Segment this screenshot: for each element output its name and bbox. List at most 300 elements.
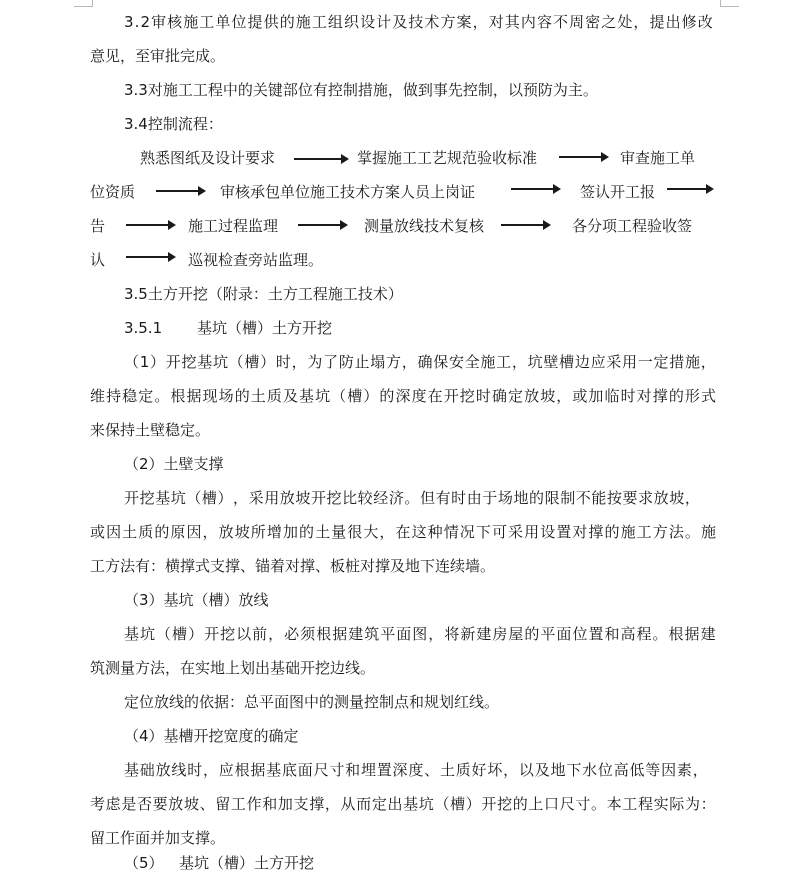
flow-step-8: 各分项工程验收签 <box>572 217 693 235</box>
glyph: 以 <box>236 625 252 643</box>
glyph: 的 <box>154 523 170 541</box>
paragraph-3-3: 3.3对施工工程中的关键部位有控制措施，做到事先控制，以预防为主。 <box>124 81 598 99</box>
glyph: 尺 <box>313 761 329 779</box>
flow-arrow-icon <box>559 156 602 158</box>
glyph: 程 <box>637 795 653 813</box>
glyph: 须 <box>300 625 316 643</box>
glyph: 际 <box>669 795 685 813</box>
glyph: 挖 <box>220 625 236 643</box>
glyph: 所 <box>250 523 266 541</box>
glyph: 供 <box>263 13 279 31</box>
glyph: 边 <box>574 353 590 371</box>
glyph: 术 <box>424 13 440 31</box>
flow-arrow-icon <box>511 188 554 190</box>
glyph: 坡 <box>183 795 199 813</box>
glyph: ， <box>233 489 249 507</box>
glyph: 槽 <box>244 353 260 371</box>
glyph: 因 <box>661 761 677 779</box>
flow-arrow-icon <box>667 188 707 190</box>
glyph: 度 <box>411 387 427 405</box>
glyph: 素 <box>676 761 692 779</box>
glyph: 案 <box>456 13 472 31</box>
glyph: 开 <box>165 353 181 371</box>
glyph: 高 <box>620 625 636 643</box>
glyph: 土 <box>315 523 331 541</box>
glyph: 、 <box>199 795 215 813</box>
glyph: 的 <box>279 13 295 31</box>
glyph: 在 <box>427 387 443 405</box>
text <box>90 522 716 542</box>
glyph: 周 <box>569 13 585 31</box>
glyph: ， <box>511 353 527 371</box>
glyph: 制 <box>560 489 576 507</box>
glyph: 容 <box>536 13 552 31</box>
glyph: 有 <box>435 489 451 507</box>
glyph: 。 <box>591 795 607 813</box>
glyph: 对 <box>572 523 588 541</box>
glyph: 施 <box>620 523 636 541</box>
glyph: 保 <box>433 353 449 371</box>
glyph: 增 <box>266 523 282 541</box>
glyph: 基 <box>124 761 140 779</box>
glyph: 坑 <box>527 353 543 371</box>
glyph: 质 <box>138 523 154 541</box>
glyph: 不 <box>575 489 591 507</box>
glyph: 量 <box>331 523 347 541</box>
glyph: 的 <box>379 387 395 405</box>
glyph: 平 <box>540 625 556 643</box>
glyph: ） <box>217 489 233 507</box>
glyph: 平 <box>380 625 396 643</box>
glyph: 。 <box>684 523 700 541</box>
glyph: 全 <box>464 353 480 371</box>
glyph: 前 <box>252 625 268 643</box>
flow-step-7: 测量放线技术复核 <box>364 217 485 235</box>
glyph: 工 <box>311 13 327 31</box>
paragraph-1-line-3: 来保持土壁稳定。 <box>90 421 211 439</box>
glyph: 式 <box>700 387 716 405</box>
glyph: 否 <box>136 795 152 813</box>
glyph: 确 <box>491 387 507 405</box>
glyph: 位 <box>231 13 247 31</box>
glyph: 应 <box>218 761 234 779</box>
glyph: 单 <box>215 13 231 31</box>
glyph: 坑 <box>212 353 228 371</box>
glyph: 基 <box>266 761 282 779</box>
glyph: 屋 <box>508 625 524 643</box>
glyph: 坡 <box>234 523 250 541</box>
flow-arrow-icon <box>126 256 169 258</box>
glyph: 定 <box>508 387 524 405</box>
glyph: 设 <box>540 523 556 541</box>
glyph: 开 <box>310 489 326 507</box>
glyph: 坡 <box>295 489 311 507</box>
glyph: 采 <box>508 523 524 541</box>
glyph: （ <box>331 387 347 405</box>
glyph: 2 <box>140 13 150 31</box>
glyph: （ <box>228 353 244 371</box>
glyph: 安 <box>448 353 464 371</box>
glyph: 开 <box>443 387 459 405</box>
glyph: 施 <box>700 523 716 541</box>
glyph: 置 <box>376 761 392 779</box>
glyph: ， <box>700 353 716 371</box>
glyph: 根 <box>234 761 250 779</box>
glyph: 改 <box>697 13 713 31</box>
glyph: 1 <box>139 353 150 371</box>
glyph: 和 <box>345 761 361 779</box>
glyph: ， <box>202 523 218 541</box>
glyph: ） <box>363 387 379 405</box>
glyph: 止 <box>354 353 370 371</box>
glyph: 。 <box>652 625 668 643</box>
glyph: 情 <box>443 523 459 541</box>
glyph: 槽 <box>201 489 217 507</box>
heading-3-5-1-title: 基坑（槽）土方开挖 <box>197 319 333 337</box>
glyph: 或 <box>90 523 106 541</box>
glyph: 的 <box>512 795 528 813</box>
glyph: 措 <box>669 353 685 371</box>
glyph: 据 <box>250 761 266 779</box>
glyph: 施 <box>295 13 311 31</box>
paragraph-2-line-2 <box>90 522 716 542</box>
glyph: 要 <box>152 795 168 813</box>
glyph: 深 <box>392 761 408 779</box>
subheading-5-number: （5） <box>124 854 164 872</box>
glyph: ， <box>503 761 519 779</box>
glyph: 密 <box>585 13 601 31</box>
glyph: 或 <box>572 387 588 405</box>
glyph: 时 <box>620 387 636 405</box>
glyph: ， <box>472 13 488 31</box>
glyph: 采 <box>248 489 264 507</box>
glyph: ， <box>684 489 700 507</box>
glyph: 限 <box>544 489 560 507</box>
glyph: 槽 <box>172 625 188 643</box>
glyph: 建 <box>348 625 364 643</box>
glyph: 度 <box>408 761 424 779</box>
glyph: 撑 <box>588 523 604 541</box>
glyph: 经 <box>373 489 389 507</box>
glyph: ） <box>150 353 166 371</box>
glyph: 由 <box>466 489 482 507</box>
glyph: ， <box>633 13 649 31</box>
glyph: （ <box>124 353 140 371</box>
glyph: ： <box>700 795 716 813</box>
glyph: 时 <box>475 387 491 405</box>
glyph: 地 <box>513 489 529 507</box>
glyph: 开 <box>124 489 140 507</box>
glyph: 定 <box>138 387 154 405</box>
glyph: 放 <box>155 761 171 779</box>
glyph: 及 <box>534 761 550 779</box>
glyph: 其 <box>504 13 520 31</box>
glyph: ， <box>202 761 218 779</box>
glyph: 比 <box>342 489 358 507</box>
glyph: 坑 <box>140 625 156 643</box>
glyph: 据 <box>684 625 700 643</box>
flow-step-3-cont: 位资质 <box>90 183 136 201</box>
flow-arrow-icon <box>298 224 341 226</box>
glyph: 房 <box>492 625 508 643</box>
paragraph-1-line-1 <box>124 352 716 372</box>
glyph: 土 <box>439 761 455 779</box>
glyph: 下 <box>475 523 491 541</box>
glyph: 审 <box>151 13 167 31</box>
glyph: 底 <box>281 761 297 779</box>
glyph: 定 <box>653 353 669 371</box>
glyph: 作 <box>246 795 262 813</box>
glyph: 基 <box>155 489 171 507</box>
glyph: 但 <box>419 489 435 507</box>
glyph: 放 <box>168 795 184 813</box>
flow-step-8-cont: 认 <box>90 251 106 269</box>
glyph: 低 <box>629 761 645 779</box>
glyph: 出 <box>387 795 403 813</box>
glyph: 和 <box>262 795 278 813</box>
glyph: 这 <box>411 523 427 541</box>
glyph: 的 <box>668 387 684 405</box>
glyph: 放 <box>653 489 669 507</box>
subheading-5-title: 基坑（槽）土方开挖 <box>179 854 315 872</box>
flow-arrow-icon <box>126 224 169 226</box>
glyph: 。 <box>404 489 420 507</box>
glyph: 维 <box>90 387 106 405</box>
glyph: 一 <box>637 353 653 371</box>
glyph: 好 <box>471 761 487 779</box>
flow-arrow-icon <box>501 224 544 226</box>
glyph: 根 <box>668 625 684 643</box>
flow-step-5: 签认开工报 <box>580 183 656 201</box>
glyph: 置 <box>588 625 604 643</box>
glyph: 工 <box>199 13 215 31</box>
glyph: 考 <box>90 795 106 813</box>
glyph: 筑 <box>364 625 380 643</box>
glyph: 出 <box>665 13 681 31</box>
glyph: 用 <box>264 489 280 507</box>
glyph: （ <box>434 795 450 813</box>
glyph: 下 <box>566 761 582 779</box>
glyph: 图 <box>412 625 428 643</box>
glyph: 支 <box>293 795 309 813</box>
text <box>124 488 700 508</box>
glyph: 组 <box>327 13 343 31</box>
glyph: ） <box>465 795 481 813</box>
subheading-4: （4）基槽开挖宽度的确定 <box>124 727 299 745</box>
glyph: 况 <box>459 523 475 541</box>
glyph: 等 <box>645 761 661 779</box>
glyph: 施 <box>480 353 496 371</box>
glyph: 将 <box>444 625 460 643</box>
glyph: 的 <box>604 523 620 541</box>
glyph: 技 <box>408 13 424 31</box>
glyph: 法 <box>668 523 684 541</box>
glyph: ， <box>692 761 708 779</box>
subheading-3: （3）基坑（槽）放线 <box>124 591 269 609</box>
glyph: ， <box>324 795 340 813</box>
glyph: 定 <box>371 795 387 813</box>
glyph: 以 <box>518 761 534 779</box>
glyph: 挖 <box>139 489 155 507</box>
glyph: 置 <box>556 523 572 541</box>
paragraph-4-line-2 <box>90 794 716 814</box>
glyph: 放 <box>524 387 540 405</box>
paragraph-3-line-3: 定位放线的依据：总平面图中的测量控制点和规划红线。 <box>124 693 500 711</box>
glyph: 位 <box>597 761 613 779</box>
glyph: 在 <box>395 523 411 541</box>
paragraph-3-2-line-1 <box>124 12 713 32</box>
glyph: 了 <box>323 353 339 371</box>
glyph: 求 <box>638 489 654 507</box>
glyph: 实 <box>653 795 669 813</box>
glyph: （ <box>156 625 172 643</box>
glyph: 上 <box>528 795 544 813</box>
glyph: ， <box>268 625 284 643</box>
glyph: 放 <box>279 489 295 507</box>
flow-step-9: 巡视检查旁站监理。 <box>188 251 324 269</box>
glyph: 按 <box>606 489 622 507</box>
glyph: 提 <box>247 13 263 31</box>
glyph: 根 <box>316 625 332 643</box>
paragraph-4-line-3: 留工作面并加支撑。 <box>90 829 226 847</box>
glyph: 的 <box>234 387 250 405</box>
glyph: 形 <box>684 387 700 405</box>
heading-3-5: 3.5土方开挖（附录：土方工程施工技术） <box>124 285 403 303</box>
glyph: 基 <box>299 387 315 405</box>
glyph: ， <box>401 353 417 371</box>
paragraph-2-line-1 <box>124 488 700 508</box>
glyph: 加 <box>282 523 298 541</box>
glyph: 的 <box>299 523 315 541</box>
page-corner-mark <box>74 0 93 7</box>
glyph: 为 <box>307 353 323 371</box>
glyph: 撑 <box>652 387 668 405</box>
text <box>124 12 713 32</box>
glyph: 方 <box>652 523 668 541</box>
glyph: 种 <box>427 523 443 541</box>
glyph: 从 <box>340 795 356 813</box>
glyph: 坑 <box>315 387 331 405</box>
glyph: 因 <box>106 523 122 541</box>
glyph: 放 <box>218 523 234 541</box>
glyph: 的 <box>529 489 545 507</box>
glyph: 基 <box>197 353 213 371</box>
glyph: 提 <box>649 13 665 31</box>
flow-step-3: 审查施工单 <box>620 149 696 167</box>
glyph: 土 <box>122 523 138 541</box>
glyph: 时 <box>451 489 467 507</box>
glyph: 对 <box>488 13 504 31</box>
glyph: 临 <box>604 387 620 405</box>
glyph: 水 <box>582 761 598 779</box>
glyph: 位 <box>572 625 588 643</box>
glyph: 开 <box>481 795 497 813</box>
glyph: 场 <box>497 489 513 507</box>
glyph: 很 <box>347 523 363 541</box>
glyph: 稳 <box>122 387 138 405</box>
heading-3-5-1-number: 3.5.1 <box>124 319 163 337</box>
glyph: 对 <box>636 387 652 405</box>
paragraph-1-line-2 <box>90 386 716 406</box>
glyph: 线 <box>171 761 187 779</box>
glyph: 核 <box>167 13 183 31</box>
glyph: 计 <box>376 13 392 31</box>
glyph: 持 <box>106 387 122 405</box>
glyph: 尺 <box>559 795 575 813</box>
glyph: . <box>134 13 140 31</box>
glyph: 高 <box>613 761 629 779</box>
flow-step-1: 熟悉图纸及设计要求 <box>140 149 276 167</box>
glyph: 质 <box>455 761 471 779</box>
glyph: 方 <box>386 353 402 371</box>
glyph: 面 <box>396 625 412 643</box>
text <box>124 760 708 780</box>
glyph: 地 <box>550 761 566 779</box>
flow-arrow-icon <box>156 190 199 192</box>
flow-arrow-icon <box>294 158 342 160</box>
glyph: 原 <box>170 523 186 541</box>
glyph: 要 <box>622 489 638 507</box>
glyph: ， <box>379 523 395 541</box>
paragraph-4-line-1 <box>124 760 708 780</box>
glyph: 为 <box>684 795 700 813</box>
glyph: 可 <box>491 523 507 541</box>
glyph: 确 <box>417 353 433 371</box>
glyph: 挖 <box>326 489 342 507</box>
glyph: 、 <box>424 761 440 779</box>
glyph: 塌 <box>370 353 386 371</box>
glyph: 工 <box>636 523 652 541</box>
glyph: 撑 <box>309 795 325 813</box>
glyph: 是 <box>121 795 137 813</box>
glyph: 加 <box>588 387 604 405</box>
glyph: 本 <box>606 795 622 813</box>
paragraph-3-line-1 <box>124 624 716 644</box>
glyph: 留 <box>215 795 231 813</box>
glyph: ， <box>556 387 572 405</box>
glyph: 设 <box>360 13 376 31</box>
glyph: 质 <box>266 387 282 405</box>
glyph: 据 <box>332 625 348 643</box>
glyph: 坏 <box>487 761 503 779</box>
glyph: 建 <box>476 625 492 643</box>
glyph: 口 <box>544 795 560 813</box>
glyph: 新 <box>460 625 476 643</box>
glyph: 壁 <box>543 353 559 371</box>
glyph: 修 <box>681 13 697 31</box>
glyph: 用 <box>524 523 540 541</box>
glyph: 挖 <box>181 353 197 371</box>
glyph: 施 <box>684 353 700 371</box>
glyph: 大 <box>363 523 379 541</box>
glyph: 能 <box>591 489 607 507</box>
glyph: 工 <box>622 795 638 813</box>
page-corner-mark <box>720 0 739 7</box>
glyph: 施 <box>183 13 199 31</box>
text <box>124 352 716 372</box>
glyph: 应 <box>590 353 606 371</box>
flow-step-4: 审核承包单位施工技术方案人员上岗证 <box>220 183 476 201</box>
glyph: 时 <box>187 761 203 779</box>
glyph: 槽 <box>450 795 466 813</box>
glyph: 坑 <box>170 489 186 507</box>
subheading-2: （2）土壁支撑 <box>124 455 224 473</box>
glyph: 工 <box>496 353 512 371</box>
glyph: 时 <box>275 353 291 371</box>
paragraph-3-2-line-2: 意见，至审批完成。 <box>90 47 226 65</box>
glyph: 建 <box>700 625 716 643</box>
glyph: 于 <box>482 489 498 507</box>
